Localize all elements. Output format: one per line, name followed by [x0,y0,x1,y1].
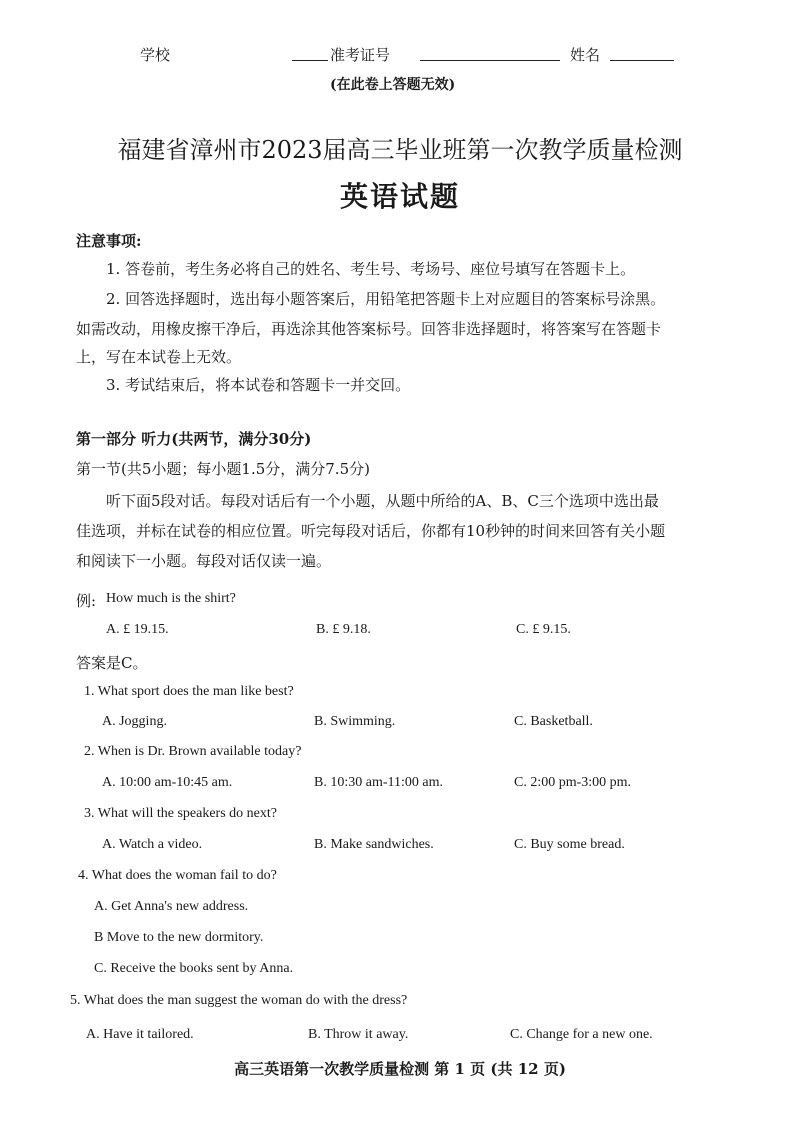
question-3-stem: 3. What will the speakers do next? [84,806,277,821]
question-2-option-b: B. 10:30 am-11:00 am. [314,775,443,790]
instructions-line-3: 和阅读下一小题。每段对话仅读一遍。 [76,552,332,570]
example-label: 例: [76,592,97,610]
part1-heading: 第一部分 听力(共两节，满分30分) [76,430,312,448]
notice-item-1: 1. 答卷前，考生务必将自己的姓名、考生号、考场号、座位号填写在答题卡上。 [106,260,636,278]
example-answer: 答案是C。 [76,654,148,672]
school-label: 学校 [140,46,171,64]
exam-subject-title: 英语试题 [339,180,460,213]
notice-item-2: 2. 回答选择题时，选出每小题答案后，用铅笔把答题卡上对应题目的答案标号涂黑。 [106,290,666,308]
question-1-stem: 1. What sport does the man like best? [84,684,294,699]
notice-item-3: 3. 考试结束后，将本试卷和答题卡一并交回。 [106,376,411,394]
question-2-option-a: A. 10:00 am-10:45 am. [102,775,233,790]
notice-item-2-end: 上，写在本试卷上无效。 [76,348,242,366]
example-question: How much is the shirt? [106,591,236,606]
name-blank [610,46,674,61]
example-option-b: B. £ 9.18. [316,622,371,637]
name-label: 姓名 [570,46,601,64]
question-3-option-c: C. Buy some bread. [514,837,625,852]
question-4-option-c: C. Receive the books sent by Anna. [94,961,294,976]
exam-id-blank-lead [292,46,328,61]
invalid-answer-note: (在此卷上答题无效) [330,77,456,93]
instructions-line-2: 佳选项，并标在试卷的相应位置。听完每段对话后，你都有10秒钟的时间来回答有关小题 [76,522,666,540]
instructions-line-1: 听下面5段对话。每段对话后有一个小题，从题中所给的A、B、C三个选项中选出最 [106,492,659,510]
exam-title: 福建省漳州市2023届高三毕业班第一次教学质量检测 [117,136,683,164]
question-3-option-b: B. Make sandwiches. [314,837,434,852]
question-2-option-c: C. 2:00 pm-3:00 pm. [514,775,632,790]
question-3-option-a: A. Watch a video. [102,837,203,852]
exam-id-label: 准考证号 [330,46,391,64]
notice-heading: 注意事项: [76,232,142,250]
section1-heading: 第一节(共5小题；每小题1.5分，满分7.5分) [76,460,370,478]
question-2-stem: 2. When is Dr. Brown available today? [84,744,302,759]
notice-item-2-cont: 如需改动，用橡皮擦干净后，再选涂其他答案标号。回答非选择题时，将答案写在答题卡 [76,320,662,338]
example-option-a: A. £ 19.15. [106,622,169,637]
question-4-stem: 4. What does the woman fail to do? [78,868,277,883]
question-5-stem: 5. What does the man suggest the woman do with the dress? [70,993,408,1008]
question-1-option-a: A. Jogging. [102,714,167,729]
question-5-option-c: C. Change for a new one. [510,1027,653,1042]
example-option-c: C. £ 9.15. [516,622,571,637]
question-4-option-b: B Move to the new dormitory. [94,930,264,945]
question-1-option-b: B. Swimming. [314,714,396,729]
question-1-option-c: C. Basketball. [514,714,593,729]
question-4-option-a: A. Get Anna's new address. [94,899,249,914]
question-5-option-a: A. Have it tailored. [86,1027,194,1042]
page-footer: 高三英语第一次教学质量检测 第 1 页 (共 12 页) [234,1060,566,1078]
exam-id-blank [420,46,560,61]
question-5-option-b: B. Throw it away. [308,1027,409,1042]
